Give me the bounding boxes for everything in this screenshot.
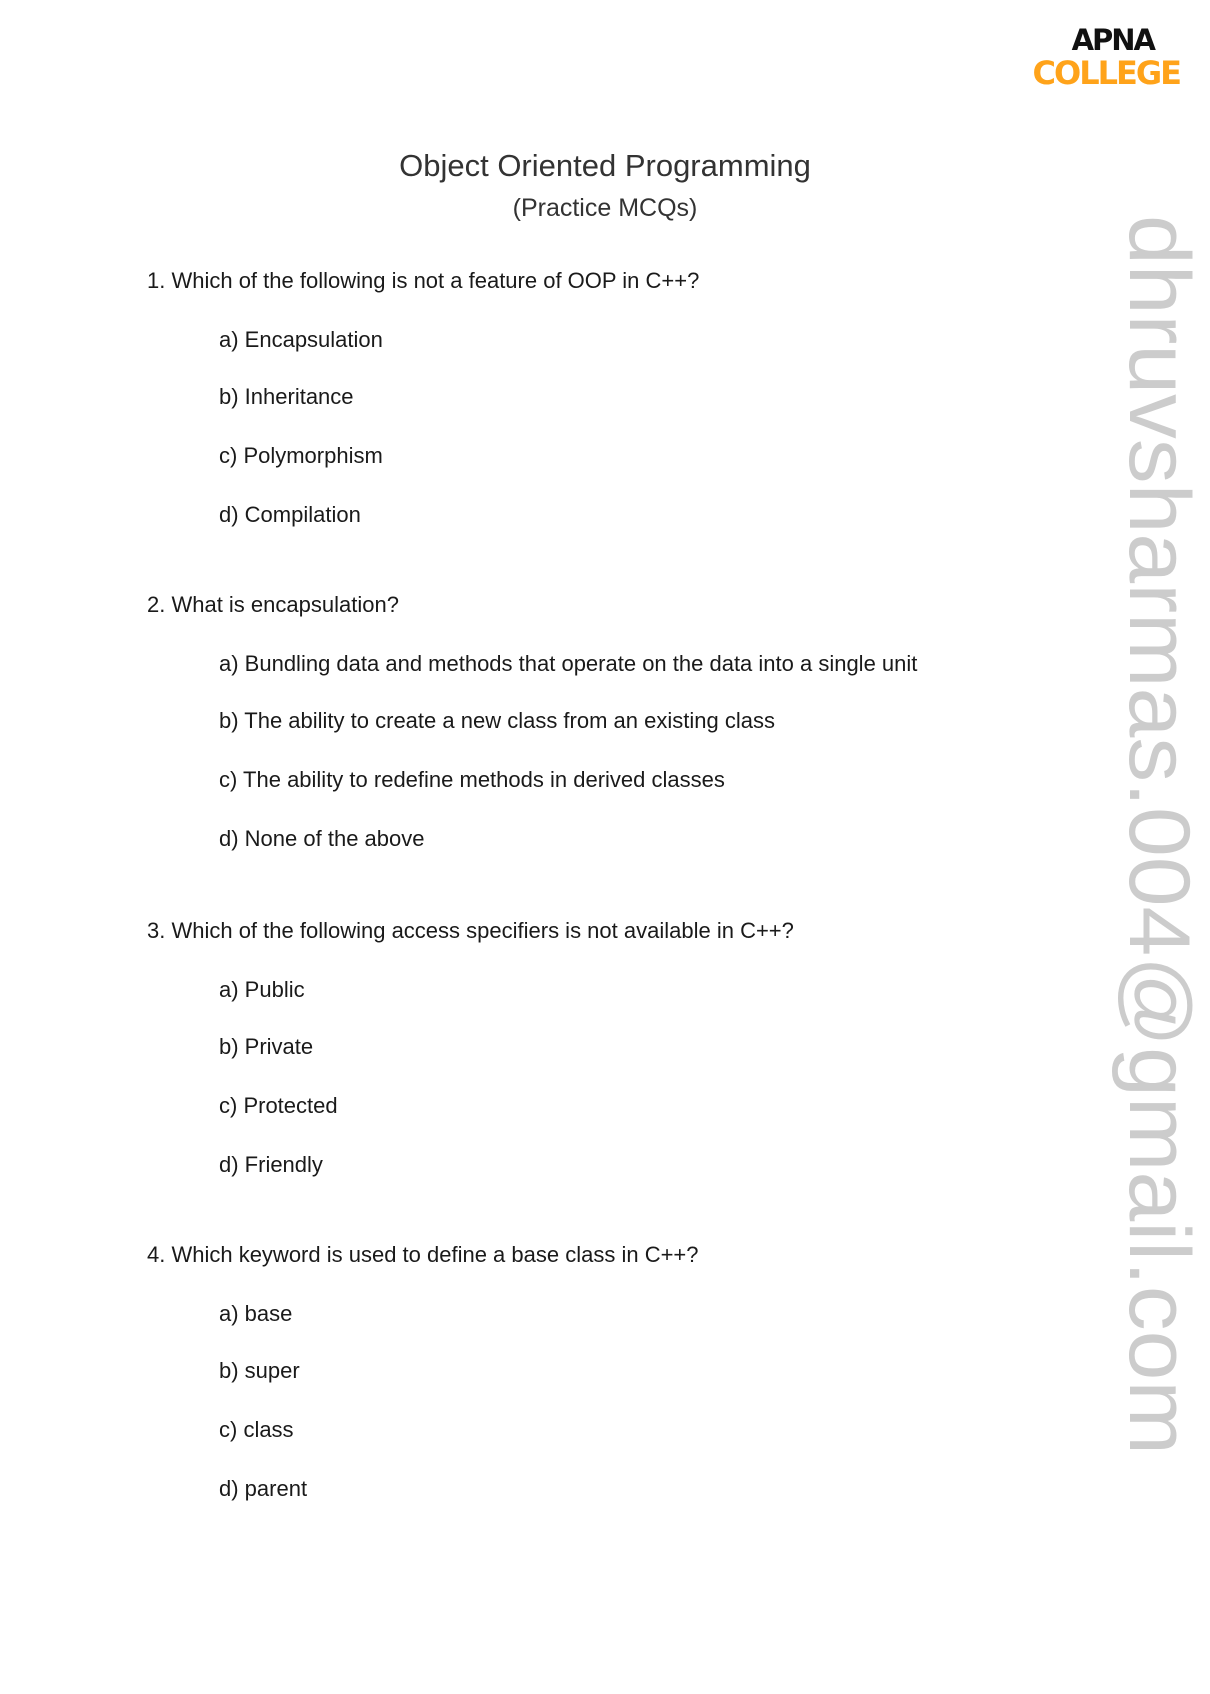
answer-option: b) Private <box>219 1034 314 1059</box>
question-text: 2. What is encapsulation? <box>147 592 399 617</box>
logo-line-apna: APNA <box>1071 23 1154 57</box>
answer-option: a) Public <box>219 977 305 1002</box>
answer-option: a) base <box>219 1301 293 1326</box>
watermark <box>1111 215 1207 1460</box>
answer-option: a) Encapsulation <box>219 327 383 352</box>
answer-option: c) Protected <box>219 1093 338 1118</box>
page-title: Object Oriented Programming <box>399 148 811 183</box>
question-text: 1. Which of the following is not a feature of OOP in C++? <box>147 268 700 293</box>
answer-option: d) Compilation <box>219 502 361 527</box>
page-subtitle: (Practice MCQs) <box>512 194 698 222</box>
question-text: 4. Which keyword is used to define a base class in C++? <box>147 1242 699 1267</box>
answer-option: d) parent <box>219 1476 308 1501</box>
watermark-text: dhruvsharmas.004@gmail.com <box>1111 215 1207 1407</box>
answer-option: c) class <box>219 1417 294 1442</box>
question-text: 3. Which of the following access specifiers is not available in C++? <box>147 918 794 943</box>
answer-option: d) Friendly <box>219 1152 323 1177</box>
answer-option: c) The ability to redefine methods in derived classes <box>219 767 725 792</box>
answer-option: b) Inheritance <box>219 384 354 409</box>
answer-option: b) The ability to create a new class from an existing class <box>219 708 775 733</box>
logo-line-college: COLLEGE <box>1032 54 1180 92</box>
answer-option: a) Bundling data and methods that operate on the data into a single unit <box>219 651 918 676</box>
apna-college-logo <box>1030 23 1180 92</box>
answer-option: d) None of the above <box>219 826 425 851</box>
answer-option: b) super <box>219 1358 300 1383</box>
answer-option: c) Polymorphism <box>219 443 383 468</box>
